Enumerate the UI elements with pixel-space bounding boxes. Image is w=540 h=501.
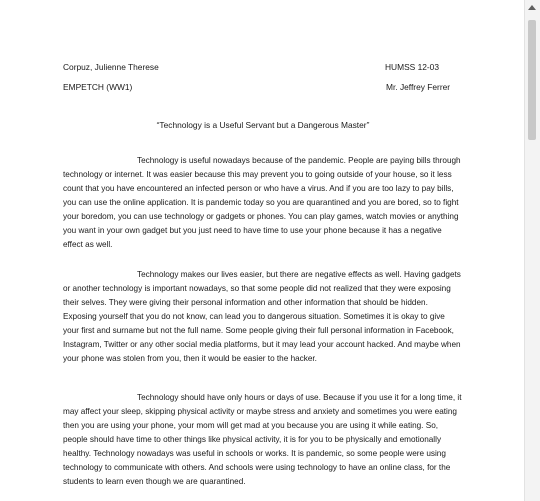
header-row-1 bbox=[63, 60, 455, 74]
scrollbar-thumb[interactable] bbox=[528, 20, 536, 140]
teacher-name: Mr. Jeffrey Ferrer bbox=[386, 82, 451, 92]
paragraph-2-text: Technology makes our lives easier, but there are negative effects as well. Having gadgets or another technology is important nowadays, so that some people did not realized that they were exposing their selves. They were giving their personal information and other information that should be hidden. Exposing yourself that you do not know, can lead you to dangerous situation. Sometimes it is okay to give your first and surname but not the full name. Some people giving their full personal information in Facebook, Instagram, Twitter or any other social media platforms, but it may lead your account hacked. And maybe when your phone was stolen from you, then it would be easier to the hacker. bbox=[63, 270, 461, 363]
vertical-scrollbar[interactable] bbox=[524, 0, 540, 501]
paragraph-3 bbox=[63, 391, 463, 489]
paragraph-2 bbox=[63, 268, 463, 366]
document-title: “Technology is a Useful Servant but a Dangerous Master” bbox=[156, 120, 370, 130]
author-name: Corpuz, Julienne Therese bbox=[63, 62, 159, 72]
course-label: EMPETCH (WW1) bbox=[63, 82, 133, 92]
section-label: HUMSS 12-03 bbox=[385, 62, 439, 72]
paragraph-1 bbox=[63, 154, 463, 252]
header-row-2 bbox=[63, 80, 455, 94]
paragraph-1-text: Technology is useful nowadays because of the pandemic. People are paying bills through technology or internet. It was easier because this may prevent you to going outside of your house, so it less count that you have encountered an infected person or who have a virus. And if you are too lazy to pay bills, you can use the online application. It is pandemic today so you are quarantined and you are bored, so to fight your boredom, you can use technology or gadgets or phones. You can play games, watch movies or anything you want in your own gadget but you just need to have time to use your phone because it has a negative effect as well. bbox=[63, 156, 461, 249]
scroll-up-icon[interactable] bbox=[528, 5, 536, 10]
paragraph-3-text: Technology should have only hours or days of use. Because if you use it for a long time, it may affect your sleep, skipping physical activity or maybe stress and anxiety and sometimes you were eating then you are using your phone, your mom will get mad at you because you are using it while eating. So, people should have time to other things like physical activity, it is for you to be physically and emotionally healthy. Technology nowadays was useful in schools or works. It is pandemic, so some people were using technology to communicate with others. And schools were using technology to have an online class, for the students to learn even though we are quarantined. bbox=[63, 393, 462, 486]
